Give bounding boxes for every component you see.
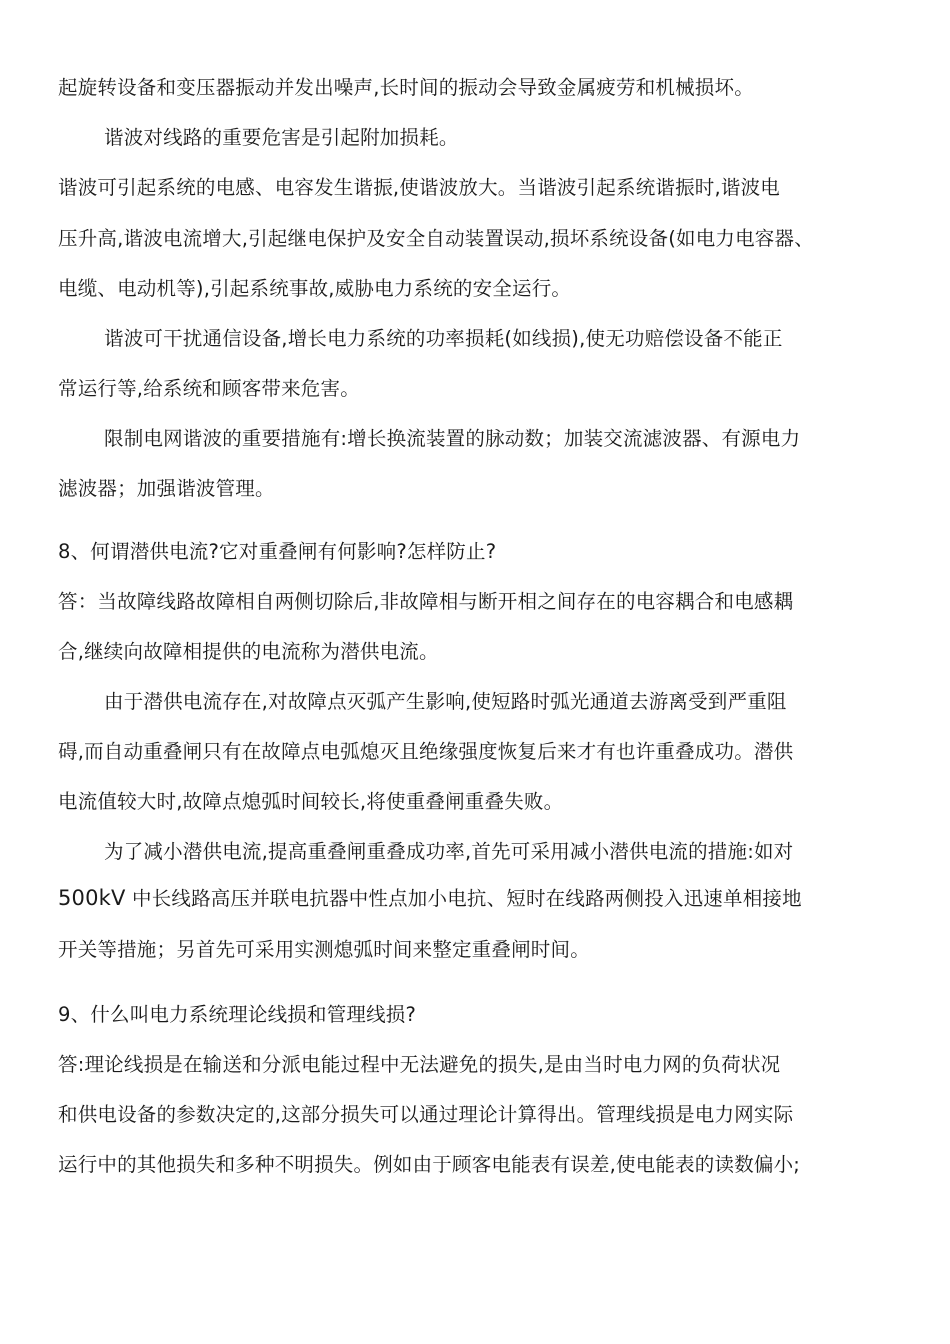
paragraph-line — [58, 885, 918, 912]
paragraph-line: 起旋转设备和变压器振动并发出噪声,长时间的振动会导致金属疲劳和机械损坏。 — [58, 76, 754, 99]
answer-line: 合,继续向故障相提供的电流称为潜供电流。 — [58, 640, 439, 663]
paragraph-line: 碍,而自动重叠闸只有在故障点电弧熄灭且绝缘强度恢复后来才有也许重叠成功。潜供 — [58, 740, 794, 763]
paragraph-line: 限制电网谐波的重要措施有:增长换流装置的脉动数；加装交流滤波器、有源电力 — [104, 427, 801, 450]
paragraph-line: 为了减小潜供电流,提高重叠闸重叠成功率,首先可采用减小潜供电流的措施:如对 — [104, 840, 794, 863]
question-heading: 9、什么叫电力系统理论线损和管理线损? — [58, 1003, 417, 1026]
paragraph-line: 电流值较大时,故障点熄弧时间较长,将使重叠闸重叠失败。 — [58, 790, 564, 813]
paragraph-line: 由于潜供电流存在,对故障点灭弧产生影响,使短路时弧光通道去游离受到严重阻 — [104, 690, 787, 713]
paragraph-line: 压升高,谐波电流增大,引起继电保护及安全自动装置误动,损坏系统设备(如电力电容器、 — [58, 227, 814, 250]
paragraph-line: 开关等措施；另首先可采用实测熄弧时间来整定重叠闸时间。 — [58, 938, 590, 961]
paragraph-line: 常运行等,给系统和顾客带来危害。 — [58, 377, 360, 400]
paragraph-line: 谐波可引起系统的电感、电容发生谐振,使谐波放大。当谐波引起系统谐振时,谐波电 — [58, 176, 780, 199]
answer-line: 答：当故障线路故障相自两侧切除后,非故障相与断开相之间存在的电容耦合和电感耦 — [58, 590, 794, 613]
paragraph-text: 中长线路高压并联电抗器中性点加小电抗、短时在线路两侧投入迅速单相接地 — [125, 887, 802, 910]
voltage-value: 500kV — [58, 886, 126, 910]
question-heading: 8、何谓潜供电流?它对重叠闸有何影响?怎样防止? — [58, 540, 497, 563]
paragraph-line: 滤波器；加强谐波管理。 — [58, 477, 275, 500]
answer-line: 和供电设备的参数决定的,这部分损失可以通过理论计算得出。管理线损是电力网实际 — [58, 1103, 794, 1126]
answer-line: 运行中的其他损失和多种不明损失。例如由于顾客电能表有误差,使电能表的读数偏小; — [58, 1153, 801, 1176]
answer-line: 答:理论线损是在输送和分派电能过程中无法避免的损失,是由当时电力网的负荷状况 — [58, 1053, 781, 1076]
paragraph-line: 谐波对线路的重要危害是引起附加损耗。 — [104, 126, 459, 149]
paragraph-line: 电缆、电动机等),引起系统事故,威胁电力系统的安全运行。 — [58, 277, 572, 300]
paragraph-line: 谐波可干扰通信设备,增长电力系统的功率损耗(如线损),使无功赔偿设备不能正 — [104, 327, 783, 350]
